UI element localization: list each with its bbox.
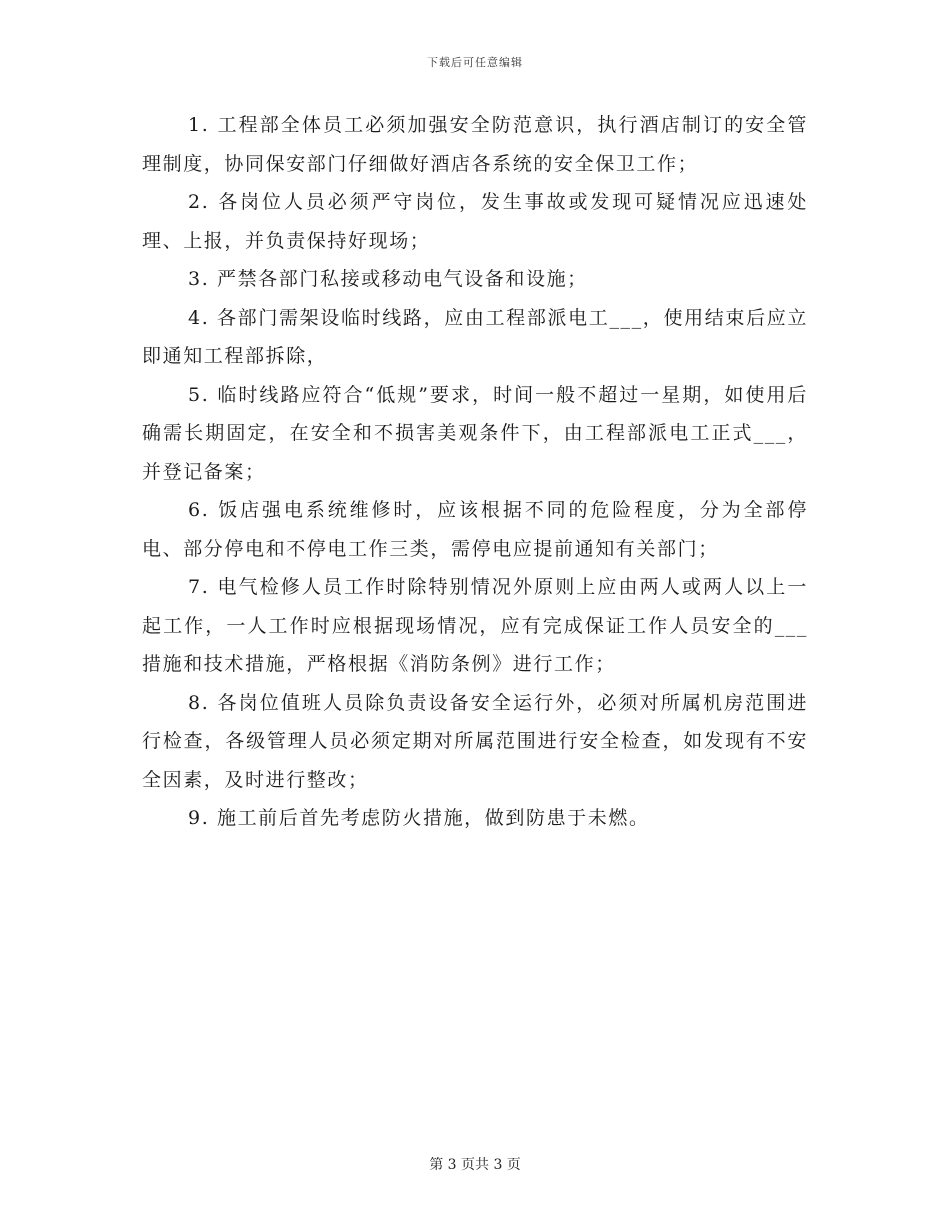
list-item: 4. 各部门需架设临时线路，应由工程部派电工___，使用结束后应立即通知工程部拆除， — [142, 306, 808, 367]
page-footer: 第 3 页共 3 页 — [429, 1157, 521, 1173]
list-item: 3. 严禁各部门私接或移动电气设备和设施； — [188, 268, 588, 290]
list-item: 7. 电气检修人员工作时除特别情况外原则上应由两人或两人以上一起工作，一人工作时应根据现场情况，应有完成保证工作人员安全的___措施和技术措施，严格根据《消防条例》进行工作； — [142, 576, 808, 675]
list-item: 2. 各岗位人员必须严守岗位，发生事故或发现可疑情况应迅速处理、上报，并负责保持好现场； — [142, 191, 808, 252]
list-item: 6. 饭店强电系统维修时，应该根据不同的危险程度，分为全部停电、部分停电和不停电工作三类，需停电应提前通知有关部门； — [142, 499, 808, 560]
list-item: 5. 临时线路应符合“低规”要求，时间一般不超过一星期，如使用后确需长期固定，在安全和不损害美观条件下，由工程部派电工正式___，并登记备案； — [142, 383, 808, 483]
list-item: 1. 工程部全体员工必须加强安全防范意识，执行酒店制订的安全管理制度，协同保安部门仔细做好酒店各系统的安全保卫工作； — [142, 114, 808, 175]
page-header: 下载后可任意编辑 — [427, 56, 523, 69]
document-body — [142, 106, 808, 838]
list-item: 9. 施工前后首先考虑防火措施，做到防患于未燃。 — [188, 807, 650, 829]
list-item: 8. 各岗位值班人员除负责设备安全运行外，必须对所属机房范围进行检查，各级管理人员必须定期对所属范围进行安全检查，如发现有不安全因素，及时进行整改； — [142, 691, 808, 791]
